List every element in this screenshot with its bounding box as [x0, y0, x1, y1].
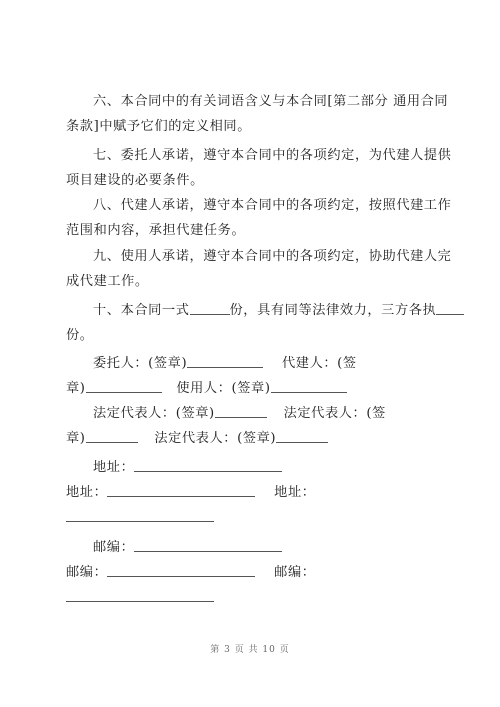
address-line-1 [66, 455, 446, 480]
clause-8-line-2: 范围和内容，承担代建任务。 [66, 223, 246, 238]
clause-10-line-2: 份。 [66, 328, 94, 343]
rep2-seal-label: 法定代表人：(签 [283, 406, 386, 421]
agent-seal-label: 代建人：(签 [282, 356, 357, 371]
clause-6 [66, 89, 449, 139]
signature-line-3 [66, 401, 446, 426]
address-label-2: 地址： [66, 485, 108, 500]
clause-8-line-1: 八、代建人承诺，遵守本合同中的各项约定，按照代建工作 [93, 198, 452, 213]
copies-blank[interactable] [190, 300, 230, 315]
rep3-seal-blank[interactable] [276, 428, 328, 443]
rep2-seal-label-cont: 章) [66, 431, 86, 446]
address-line-3 [66, 505, 446, 530]
address-blank-3[interactable] [66, 507, 214, 522]
signature-line-2 [66, 376, 446, 401]
rep3-seal-label: 法定代表人：(签章) [154, 431, 277, 446]
address-label-3: 地址： [274, 485, 316, 500]
signature-line-4 [66, 426, 446, 451]
agent-seal-blank[interactable] [86, 378, 162, 393]
address-line-2 [66, 480, 446, 505]
client-seal-blank[interactable] [187, 353, 263, 368]
rep2-seal-blank[interactable] [86, 428, 138, 443]
address-block [66, 455, 446, 530]
clause-7-line-1: 七、委托人承诺，遵守本合同中的各项约定，为代建人提供 [93, 148, 452, 163]
clause-9-line-2: 成代建工作。 [66, 274, 149, 289]
postcode-line-3 [66, 585, 446, 610]
postcode-block [66, 535, 446, 610]
clause-10-text-a: 十、本合同一式 [93, 303, 190, 318]
user-seal-blank[interactable] [271, 378, 347, 393]
postcode-line-1 [66, 535, 446, 560]
postcode-blank-3[interactable] [66, 587, 214, 602]
copies-each-blank[interactable] [436, 300, 464, 315]
clause-8 [66, 193, 452, 243]
clause-7-line-2: 项目建设的必要条件。 [66, 173, 204, 188]
postcode-label-3: 邮编： [274, 565, 316, 580]
postcode-label-1: 邮编： [93, 540, 135, 555]
page-number: 第 3 页 共 10 页 [210, 645, 290, 655]
clause-10-line-1 [66, 298, 446, 323]
clause-9-line-1: 九、使用人承诺，遵守本合同中的各项约定，协助代建人完 [93, 249, 452, 264]
postcode-blank-2[interactable] [107, 562, 255, 577]
rep1-seal-label: 法定代表人：(签章) [93, 406, 215, 421]
postcode-line-2 [66, 560, 446, 585]
address-label-1: 地址： [93, 460, 135, 475]
address-blank-2[interactable] [107, 482, 255, 497]
address-blank-1[interactable] [134, 457, 282, 472]
rep1-seal-blank[interactable] [215, 403, 267, 418]
postcode-blank-1[interactable] [134, 537, 282, 552]
client-seal-label: 委托人：(签章) [93, 356, 188, 371]
clause-6-line-1: 六、本合同中的有关词语含义与本合同[第二部分 通用合同 [93, 94, 449, 109]
signature-line-1 [66, 351, 446, 376]
clause-6-line-2: 条款]中赋予它们的定义相同。 [66, 119, 251, 134]
clause-7 [66, 143, 452, 193]
clause-9 [66, 244, 452, 294]
postcode-label-2: 邮编： [66, 565, 108, 580]
clause-10 [66, 298, 446, 348]
signature-block [66, 351, 446, 451]
agent-seal-label-cont: 章) [66, 381, 86, 396]
user-seal-label: 使用人：(签章) [176, 381, 271, 396]
clause-10-text-b: 份，具有同等法律效力，三方各执 [229, 303, 437, 318]
